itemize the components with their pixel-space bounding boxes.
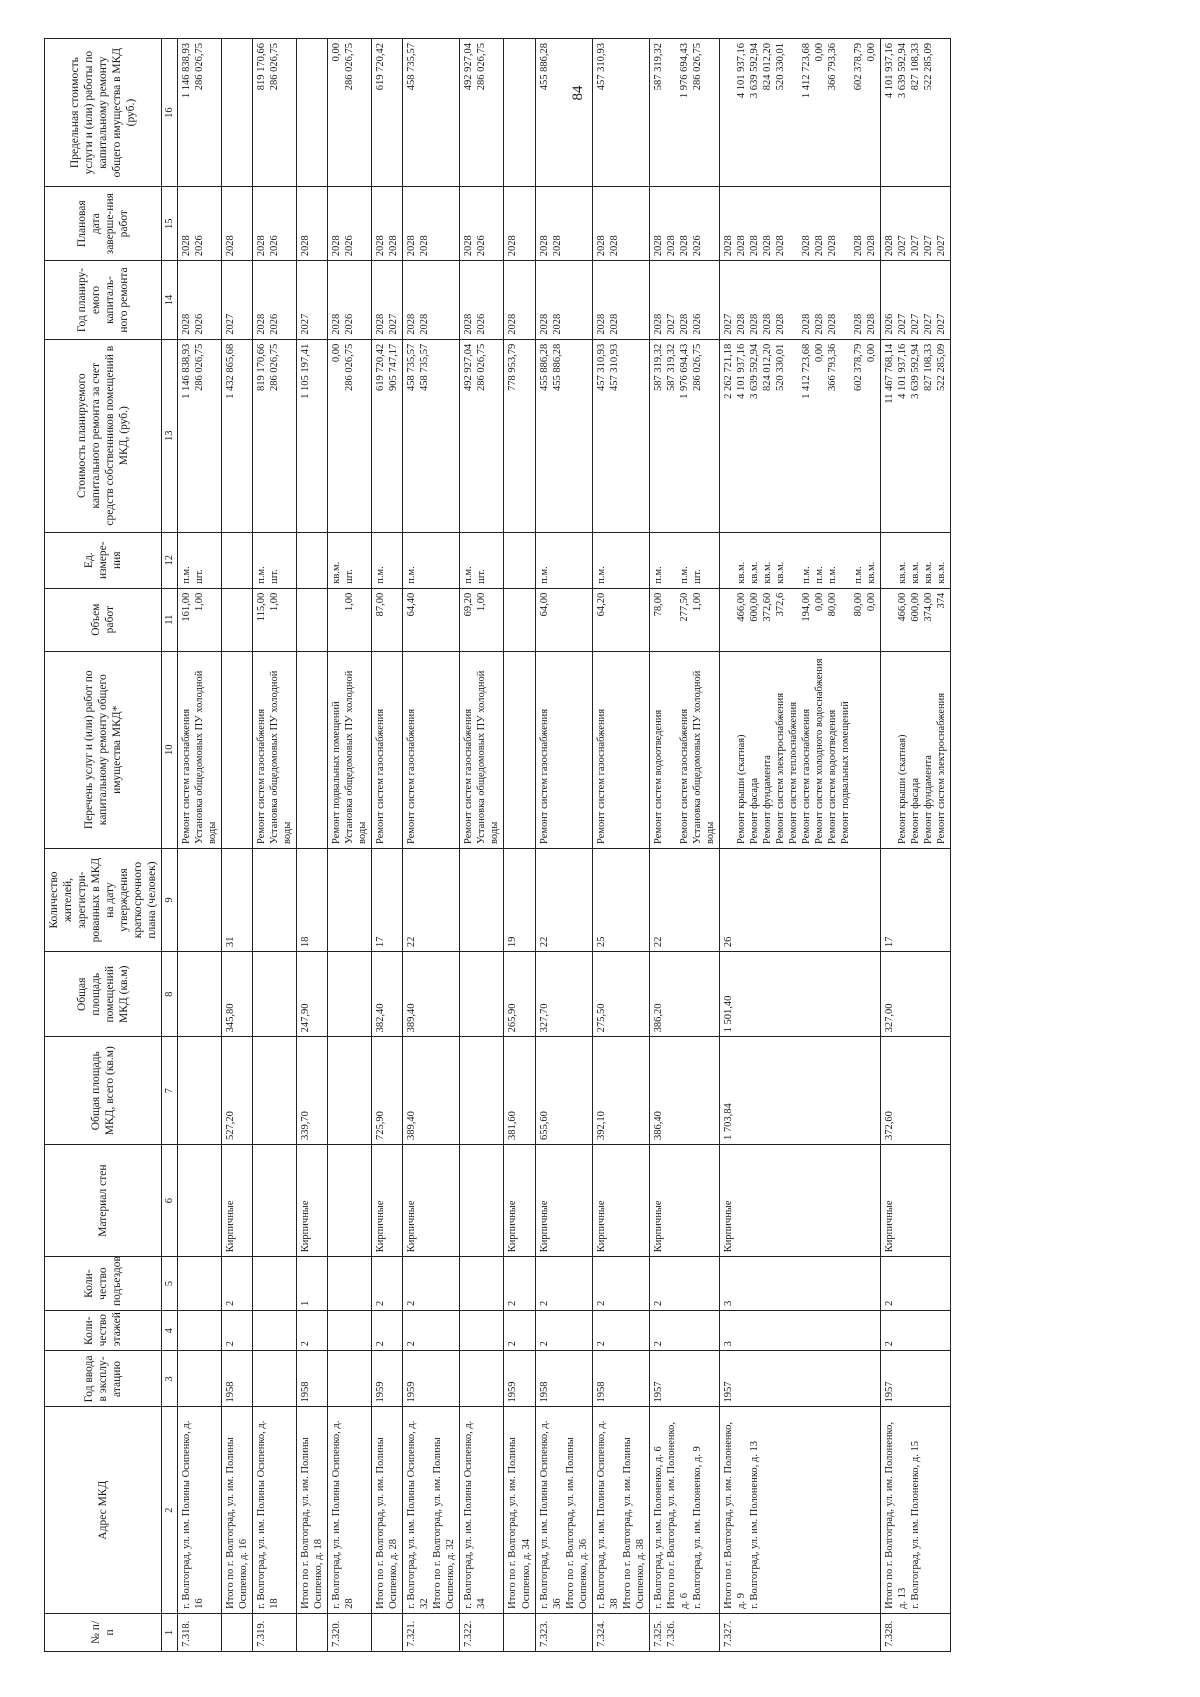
table-row (880, 39, 950, 1652)
table-cell-col-2: г. Волгоград, ул. им. Полины Осипенко, д. 36 Итого по г. Волгоград, ул. им. Полины Осипенко, д. 36 (535, 1407, 592, 1613)
header-row (45, 39, 162, 1652)
table-row (719, 39, 880, 1652)
table-cell-col-2: г. Волгоград, ул. им. Полины Осипенко, д. 28 (328, 1407, 372, 1613)
table-cell-col-2: Итого по г. Волгоград, ул. им. Полоненко, д. 9 г. Волгоград, ул. им. Полоненко, д. 13 (719, 1407, 880, 1613)
table-cell-col-6: Кирпичные (297, 1145, 328, 1257)
table-cell-col-9: 22 (649, 848, 719, 951)
table-cell-col-15: 2028 (297, 187, 328, 261)
header-cell: Ед. измере-ния (45, 532, 162, 588)
table-cell-col-4: 2 (403, 1311, 460, 1351)
table-cell-col-15: 2028 2026 (253, 187, 297, 261)
table-cell-col-1: 7.319. (253, 1613, 297, 1651)
table-cell-col-10: Ремонт систем газоснабжения (535, 651, 592, 848)
table-cell-col-4: 2 (297, 1311, 328, 1351)
table-cell-col-10: Ремонт систем газоснабжения (372, 651, 403, 848)
table-cell-col-3 (253, 1351, 297, 1407)
table-cell-col-10: Ремонт систем водоотведения Ремонт систем газоснабжения Установка общедомовых ПУ холодной воды (649, 651, 719, 848)
table-cell-col-15: 2028 2026 (460, 187, 504, 261)
table-cell-col-4: 2 (649, 1311, 719, 1351)
table-cell-col-3: 1958 (297, 1351, 328, 1407)
table-cell-col-1: 7.327. (719, 1613, 880, 1651)
header-cell: Коли-чество подъездов (45, 1257, 162, 1311)
table-cell-col-6 (460, 1145, 504, 1257)
table-row (297, 39, 328, 1652)
page-number: 84 (569, 85, 586, 101)
column-number: 10 (162, 651, 178, 848)
table-cell-col-3 (328, 1351, 372, 1407)
table-cell-col-3: 1957 (649, 1351, 719, 1407)
table-cell-col-5: 1 (297, 1257, 328, 1311)
table-row (504, 39, 535, 1652)
table-cell-col-12: кв.м. кв.м. кв.м. кв.м. п.м. п.м. п.м. п.м. кв.м. (719, 532, 880, 588)
table-cell-col-8: 247,90 (297, 952, 328, 1037)
table-cell-col-16: 0,00 286 026,75 (328, 39, 372, 187)
table-cell-col-7 (328, 1037, 372, 1145)
table-cell-col-14: 2027 (222, 261, 253, 340)
table-cell-col-3 (460, 1351, 504, 1407)
table-cell-col-16: 4 101 937,16 3 639 592,94 824 012,20 520 330,01 1 412 723,68 0,00 366 793,36 602 378,79 0,00 (719, 39, 880, 187)
table-cell-col-2: Итого по г. Волгоград, ул. им. Полины Осипенко, д. 28 (372, 1407, 403, 1613)
table-cell-col-14: 2028 2028 (403, 261, 460, 340)
table-cell-col-6: Кирпичные (880, 1145, 950, 1257)
table-cell-col-12 (297, 532, 328, 588)
table-cell-col-16: 458 735,57 (403, 39, 460, 187)
column-number: 4 (162, 1311, 178, 1351)
table-cell-col-5 (460, 1257, 504, 1311)
table-cell-col-8: 327,70 (535, 952, 592, 1037)
table-cell-col-13: 1 432 865,68 (222, 339, 253, 532)
table-cell-col-8: 265,90 (504, 952, 535, 1037)
table-cell-col-2: Итого по г. Волгоград, ул. им. Полины Осипенко, д. 18 (297, 1407, 328, 1613)
table-cell-col-12: п.м. шт. (460, 532, 504, 588)
table-cell-col-1: 7.320. (328, 1613, 372, 1651)
table-cell-col-14: 2027 (297, 261, 328, 340)
table-cell-col-5: 2 (504, 1257, 535, 1311)
table-cell-col-5: 2 (222, 1257, 253, 1311)
table-row (649, 39, 719, 1652)
table-cell-col-1 (297, 1613, 328, 1651)
header-cell: Общая площадь помещений МКД (кв.м) (45, 952, 162, 1037)
table-cell-col-14: 2028 (504, 261, 535, 340)
table-cell-col-5 (328, 1257, 372, 1311)
table-cell-col-2: г. Волгоград, ул. им. Полины Осипенко, д. 18 (253, 1407, 297, 1613)
table-cell-col-16: 587 319,32 1 976 694,43 286 026,75 (649, 39, 719, 187)
table-cell-col-3: 1959 (403, 1351, 460, 1407)
column-number: 12 (162, 532, 178, 588)
header-cell: Плановая дата заверше-ния работ (45, 187, 162, 261)
table-cell-col-5: 2 (649, 1257, 719, 1311)
header-cell: Коли-чество этажей (45, 1311, 162, 1351)
column-number: 7 (162, 1037, 178, 1145)
table-cell-col-1: 7.322. (460, 1613, 504, 1651)
table-cell-col-8: 389,40 (403, 952, 460, 1037)
table-cell-col-1: 7.324. (592, 1613, 649, 1651)
table-cell-col-2: г. Волгоград, ул. им. Полины Осипенко, д. 38 Итого по г. Волгоград, ул. им. Полины Осипенко, д. 38 (592, 1407, 649, 1613)
column-number: 3 (162, 1351, 178, 1407)
table-cell-col-13: 819 170,66 286 026,75 (253, 339, 297, 532)
table-cell-col-14: 2028 2026 (460, 261, 504, 340)
header-cell: Предельная стоимость услуги и (или) работы по капитальному ремонту общего имущества в МКД (руб.) (45, 39, 162, 187)
table-cell-col-15: 2028 2028 (403, 187, 460, 261)
table-cell-col-15: 2028 (222, 187, 253, 261)
table-cell-col-10: Ремонт подвальных помещений Установка общедомовых ПУ холодной воды (328, 651, 372, 848)
table-cell-col-6: Кирпичные (403, 1145, 460, 1257)
table-cell-col-10: Ремонт систем газоснабжения (403, 651, 460, 848)
table-cell-col-2: г. Волгоград, ул. им. Полины Осипенко, д. 16 (178, 1407, 222, 1613)
header-cell: № п/п (45, 1613, 162, 1651)
table-cell-col-16: 1 146 838,93 286 026,75 (178, 39, 222, 187)
table-cell-col-13: 1 146 838,93 286 026,75 (178, 339, 222, 532)
header-cell: Стоимость планируемого капитального ремонта за счет средств собственников помещений в МКД, (руб.) (45, 339, 162, 532)
table-cell-col-7: 381,60 (504, 1037, 535, 1145)
table-cell-col-14: 2028 2027 (372, 261, 403, 340)
header-cell: Адрес МКД (45, 1407, 162, 1613)
table-cell-col-9 (460, 848, 504, 951)
table-cell-col-7: 725,90 (372, 1037, 403, 1145)
table-cell-col-2: г. Волгоград, ул. им. Полины Осипенко, д. 32 Итого по г. Волгоград, ул. им. Полины Осипенко, д. 32 (403, 1407, 460, 1613)
table-cell-col-7: 389,40 (403, 1037, 460, 1145)
table-cell-col-3: 1958 (592, 1351, 649, 1407)
table-cell-col-10: Ремонт крыши (скатная) Ремонт фасада Ремонт фундамента Ремонт систем электроснабжения Ремонт систем теплоснабжения Ремонт систем газоснабжения Ремонт систем холодного водоснабжения Ремонт систем водоотведения Ремонт подвальных помещений (719, 651, 880, 848)
table-cell-col-3: 1959 (372, 1351, 403, 1407)
table-cell-col-10: Ремонт систем газоснабжения (592, 651, 649, 848)
table-cell-col-8: 386,20 (649, 952, 719, 1037)
table-cell-col-5: 2 (372, 1257, 403, 1311)
table-cell-col-16 (504, 39, 535, 187)
capital-repair-table (44, 38, 951, 1652)
table-body (178, 39, 951, 1652)
table-cell-col-15: 2028 2028 (372, 187, 403, 261)
table-cell-col-12: п.м. (592, 532, 649, 588)
table-cell-col-4: 2 (504, 1311, 535, 1351)
column-number-row (162, 39, 178, 1652)
table-cell-col-4: 2 (222, 1311, 253, 1351)
table-cell-col-15: 2028 2028 2028 2026 (649, 187, 719, 261)
table-cell-col-16: 819 170,66 286 026,75 (253, 39, 297, 187)
table-cell-col-13: 587 319,32 587 319,32 1 976 694,43 286 026,75 (649, 339, 719, 532)
column-number: 13 (162, 339, 178, 532)
table-cell-col-4: 2 (880, 1311, 950, 1351)
table-cell-col-12: п.м. шт. (253, 532, 297, 588)
table-cell-col-10 (222, 651, 253, 848)
table-cell-col-13: 1 105 197,41 (297, 339, 328, 532)
table-cell-col-14: 2028 2027 2028 2026 (649, 261, 719, 340)
table-row (460, 39, 504, 1652)
table-cell-col-5: 2 (403, 1257, 460, 1311)
table-cell-col-6 (178, 1145, 222, 1257)
table-row (592, 39, 649, 1652)
table-cell-col-7: 527,20 (222, 1037, 253, 1145)
table-cell-col-7: 1 703,84 (719, 1037, 880, 1145)
table-cell-col-13: 2 262 721,18 4 101 937,16 3 639 592,94 824 012,20 520 330,01 1 412 723,68 0,00 366 793,36 602 378,79 0,00 (719, 339, 880, 532)
table-cell-col-14: 2028 2028 (535, 261, 592, 340)
table-cell-col-1 (504, 1613, 535, 1651)
table-cell-col-7: 386,40 (649, 1037, 719, 1145)
table-cell-col-10: Ремонт систем газоснабжения Установка общедомовых ПУ холодной воды (253, 651, 297, 848)
table-cell-col-4: 2 (535, 1311, 592, 1351)
table-cell-col-9: 22 (403, 848, 460, 951)
table-cell-col-5: 2 (535, 1257, 592, 1311)
table-cell-col-8 (178, 952, 222, 1037)
table-cell-col-7 (178, 1037, 222, 1145)
table-cell-col-14: 2026 2027 2027 2027 2027 (880, 261, 950, 340)
table-cell-col-6: Кирпичные (504, 1145, 535, 1257)
table-cell-col-1: 7.323. (535, 1613, 592, 1651)
table-cell-col-11: 115,00 1,00 (253, 588, 297, 651)
table-cell-col-14: 2028 2026 (253, 261, 297, 340)
table-cell-col-4 (328, 1311, 372, 1351)
table-cell-col-13: 492 927,04 286 026,75 (460, 339, 504, 532)
table-cell-col-1 (222, 1613, 253, 1651)
table-cell-col-7 (460, 1037, 504, 1145)
table-cell-col-4 (178, 1311, 222, 1351)
table-cell-col-9 (253, 848, 297, 951)
column-number: 6 (162, 1145, 178, 1257)
table-cell-col-9: 22 (535, 848, 592, 951)
table-cell-col-1: 7.321. (403, 1613, 460, 1651)
table-cell-col-9: 31 (222, 848, 253, 951)
table-cell-col-11 (222, 588, 253, 651)
table-cell-col-11: 161,00 1,00 (178, 588, 222, 651)
header-cell: Общая площадь МКД, всего (кв.м) (45, 1037, 162, 1145)
table-cell-col-8: 1 501,40 (719, 952, 880, 1037)
table-cell-col-13: 619 720,42 905 747,17 (372, 339, 403, 532)
column-number: 14 (162, 261, 178, 340)
column-number: 1 (162, 1613, 178, 1651)
table-cell-col-11: 64,40 (403, 588, 460, 651)
table-row (328, 39, 372, 1652)
table-cell-col-6: Кирпичные (719, 1145, 880, 1257)
table-cell-col-12: п.м. (372, 532, 403, 588)
table-cell-col-5: 3 (719, 1257, 880, 1311)
table-cell-col-12: п.м. п.м. шт. (649, 532, 719, 588)
table-cell-col-15: 2028 2026 (178, 187, 222, 261)
table-cell-col-3: 1959 (504, 1351, 535, 1407)
table-cell-col-7: 339,70 (297, 1037, 328, 1145)
table-cell-col-8 (460, 952, 504, 1037)
table-cell-col-16: 4 101 937,16 3 639 592,94 827 108,33 522 285,09 (880, 39, 950, 187)
table-row (253, 39, 297, 1652)
table-cell-col-1 (372, 1613, 403, 1651)
table-cell-col-12 (222, 532, 253, 588)
table-cell-col-10: Ремонт систем газоснабжения Установка общедомовых ПУ холодной воды (460, 651, 504, 848)
table-cell-col-13: 11 467 768,14 4 101 937,16 3 639 592,94 827 108,33 522 285,09 (880, 339, 950, 532)
table-cell-col-16: 455 886,28 (535, 39, 592, 187)
table-cell-col-11: 466,00 600,00 372,60 372,6 194,00 0,00 80,00 80,00 0,00 (719, 588, 880, 651)
table-cell-col-6: Кирпичные (592, 1145, 649, 1257)
table-cell-col-6: Кирпичные (222, 1145, 253, 1257)
table-cell-col-10: Ремонт крыши (скатная) Ремонт фасада Ремонт фундамента Ремонт систем электроснабжения (880, 651, 950, 848)
table-cell-col-2: г. Волгоград, ул. им. Полоненко, д. 6 Итого по г. Волгоград, ул. им. Полоненко, д. 6 г. Волгоград, ул. им. Полоненко, д. 9 (649, 1407, 719, 1613)
table-cell-col-13: 458 735,57 458 735,57 (403, 339, 460, 532)
table-cell-col-15: 2028 2028 2028 2028 2028 2028 2028 2028 2028 2028 (719, 187, 880, 261)
rotated-table-container (44, 38, 1160, 1652)
table-cell-col-13: 455 886,28 455 886,28 (535, 339, 592, 532)
table-row (372, 39, 403, 1652)
table-cell-col-9: 17 (372, 848, 403, 951)
table-cell-col-6 (328, 1145, 372, 1257)
table-cell-col-5: 2 (880, 1257, 950, 1311)
table-cell-col-11: 78,00 277,50 1,00 (649, 588, 719, 651)
table-cell-col-2: г. Волгоград, ул. им. Полины Осипенко, д. 34 (460, 1407, 504, 1613)
table-cell-col-6: Кирпичные (372, 1145, 403, 1257)
table-cell-col-9: 25 (592, 848, 649, 951)
table-cell-col-9: 17 (880, 848, 950, 951)
column-number: 9 (162, 848, 178, 951)
table-row (403, 39, 460, 1652)
table-cell-col-4 (460, 1311, 504, 1351)
header-cell: Материал стен (45, 1145, 162, 1257)
table-cell-col-8 (253, 952, 297, 1037)
table-cell-col-3: 1957 (719, 1351, 880, 1407)
table-cell-col-9: 18 (297, 848, 328, 951)
table-cell-col-15: 2028 2028 (592, 187, 649, 261)
table-cell-col-7: 655,60 (535, 1037, 592, 1145)
table-cell-col-8: 382,40 (372, 952, 403, 1037)
table-cell-col-11: 87,00 (372, 588, 403, 651)
table-cell-col-14: 2027 2028 2028 2028 2028 2028 2028 2028 2028 2028 (719, 261, 880, 340)
table-cell-col-10 (504, 651, 535, 848)
header-cell: Год планиру-емого капиталь-ного ремонта (45, 261, 162, 340)
table-cell-col-8 (328, 952, 372, 1037)
table-cell-col-12: п.м. (535, 532, 592, 588)
table-cell-col-15: 2028 2026 (328, 187, 372, 261)
table-cell-col-16: 492 927,04 286 026,75 (460, 39, 504, 187)
table-cell-col-3 (178, 1351, 222, 1407)
table-cell-col-14: 2028 2028 (592, 261, 649, 340)
table-row (535, 39, 592, 1652)
table-cell-col-9: 19 (504, 848, 535, 951)
table-cell-col-3: 1958 (222, 1351, 253, 1407)
table-cell-col-1: 7.328. (880, 1613, 950, 1651)
header-cell: Объем работ (45, 588, 162, 651)
table-cell-col-8: 327,00 (880, 952, 950, 1037)
table-cell-col-9: 26 (719, 848, 880, 951)
table-cell-col-12: п.м. (403, 532, 460, 588)
table-cell-col-15: 2028 (504, 187, 535, 261)
table-cell-col-11: 1,00 (328, 588, 372, 651)
table-cell-col-11: 69,20 1,00 (460, 588, 504, 651)
header-cell: Количество жителей, зарегистри-рованных в МКД на дату утверждения краткосрочного плана (человек) (45, 848, 162, 951)
table-cell-col-2: Итого по г. Волгоград, ул. им. Полины Осипенко, д. 34 (504, 1407, 535, 1613)
table-cell-col-5: 2 (592, 1257, 649, 1311)
header-cell: Год ввода в эксплу-атацию (45, 1351, 162, 1407)
table-cell-col-1: 7.325. 7.326. (649, 1613, 719, 1651)
table-cell-col-8: 275,50 (592, 952, 649, 1037)
column-number: 11 (162, 588, 178, 651)
column-number: 2 (162, 1407, 178, 1613)
table-cell-col-7 (253, 1037, 297, 1145)
table-cell-col-16 (297, 39, 328, 187)
table-cell-col-5 (253, 1257, 297, 1311)
table-cell-col-16: 619 720,42 (372, 39, 403, 187)
table-cell-col-1: 7.318. (178, 1613, 222, 1651)
table-cell-col-12: кв.м. шт. (328, 532, 372, 588)
table-cell-col-11: 64,20 (592, 588, 649, 651)
table-cell-col-9 (328, 848, 372, 951)
table-cell-col-10 (297, 651, 328, 848)
table-cell-col-10: Ремонт систем газоснабжения Установка общедомовых ПУ холодной воды (178, 651, 222, 848)
table-cell-col-7: 372,60 (880, 1037, 950, 1145)
table-cell-col-2: Итого по г. Волгоград, ул. им. Полоненко, д. 13 г. Волгоград, ул. им. Полоненко, д. 15 (880, 1407, 950, 1613)
table-cell-col-9 (178, 848, 222, 951)
column-number: 5 (162, 1257, 178, 1311)
header-cell: Перечень услуг и (или) работ по капитальному ремонту общего имущества МКД* (45, 651, 162, 848)
table-cell-col-4: 2 (372, 1311, 403, 1351)
table-cell-col-3: 1958 (535, 1351, 592, 1407)
table-cell-col-4: 2 (592, 1311, 649, 1351)
table-cell-col-6: Кирпичные (535, 1145, 592, 1257)
table-cell-col-15: 2028 2028 (535, 187, 592, 261)
table-cell-col-14: 2028 2026 (328, 261, 372, 340)
table-cell-col-14: 2028 2026 (178, 261, 222, 340)
table-cell-col-11: 466,00 600,00 374,00 374 (880, 588, 950, 651)
table-cell-col-11 (504, 588, 535, 651)
table-cell-col-8: 345,80 (222, 952, 253, 1037)
column-number: 15 (162, 187, 178, 261)
table-cell-col-6: Кирпичные (649, 1145, 719, 1257)
table-cell-col-6 (253, 1145, 297, 1257)
column-number: 8 (162, 952, 178, 1037)
table-cell-col-11 (297, 588, 328, 651)
table-cell-col-5 (178, 1257, 222, 1311)
column-number: 16 (162, 39, 178, 187)
table-row (222, 39, 253, 1652)
table-cell-col-12: кв.м. кв.м. кв.м. кв.м. (880, 532, 950, 588)
table-cell-col-4: 3 (719, 1311, 880, 1351)
table-cell-col-2: Итого по г. Волгоград, ул. им. Полины Осипенко, д. 16 (222, 1407, 253, 1613)
table-cell-col-7: 392,10 (592, 1037, 649, 1145)
table-row (178, 39, 222, 1652)
table-cell-col-12: п.м. шт. (178, 532, 222, 588)
table-cell-col-12 (504, 532, 535, 588)
table-cell-col-16 (222, 39, 253, 187)
table-cell-col-3: 1957 (880, 1351, 950, 1407)
table-cell-col-13: 457 310,93 457 310,93 (592, 339, 649, 532)
table-cell-col-4 (253, 1311, 297, 1351)
table-cell-col-13: 778 953,79 (504, 339, 535, 532)
table-cell-col-13: 0,00 286 026,75 (328, 339, 372, 532)
table-cell-col-16: 457 310,93 (592, 39, 649, 187)
table-cell-col-11: 64,00 (535, 588, 592, 651)
table-cell-col-15: 2028 2027 2027 2027 2027 (880, 187, 950, 261)
